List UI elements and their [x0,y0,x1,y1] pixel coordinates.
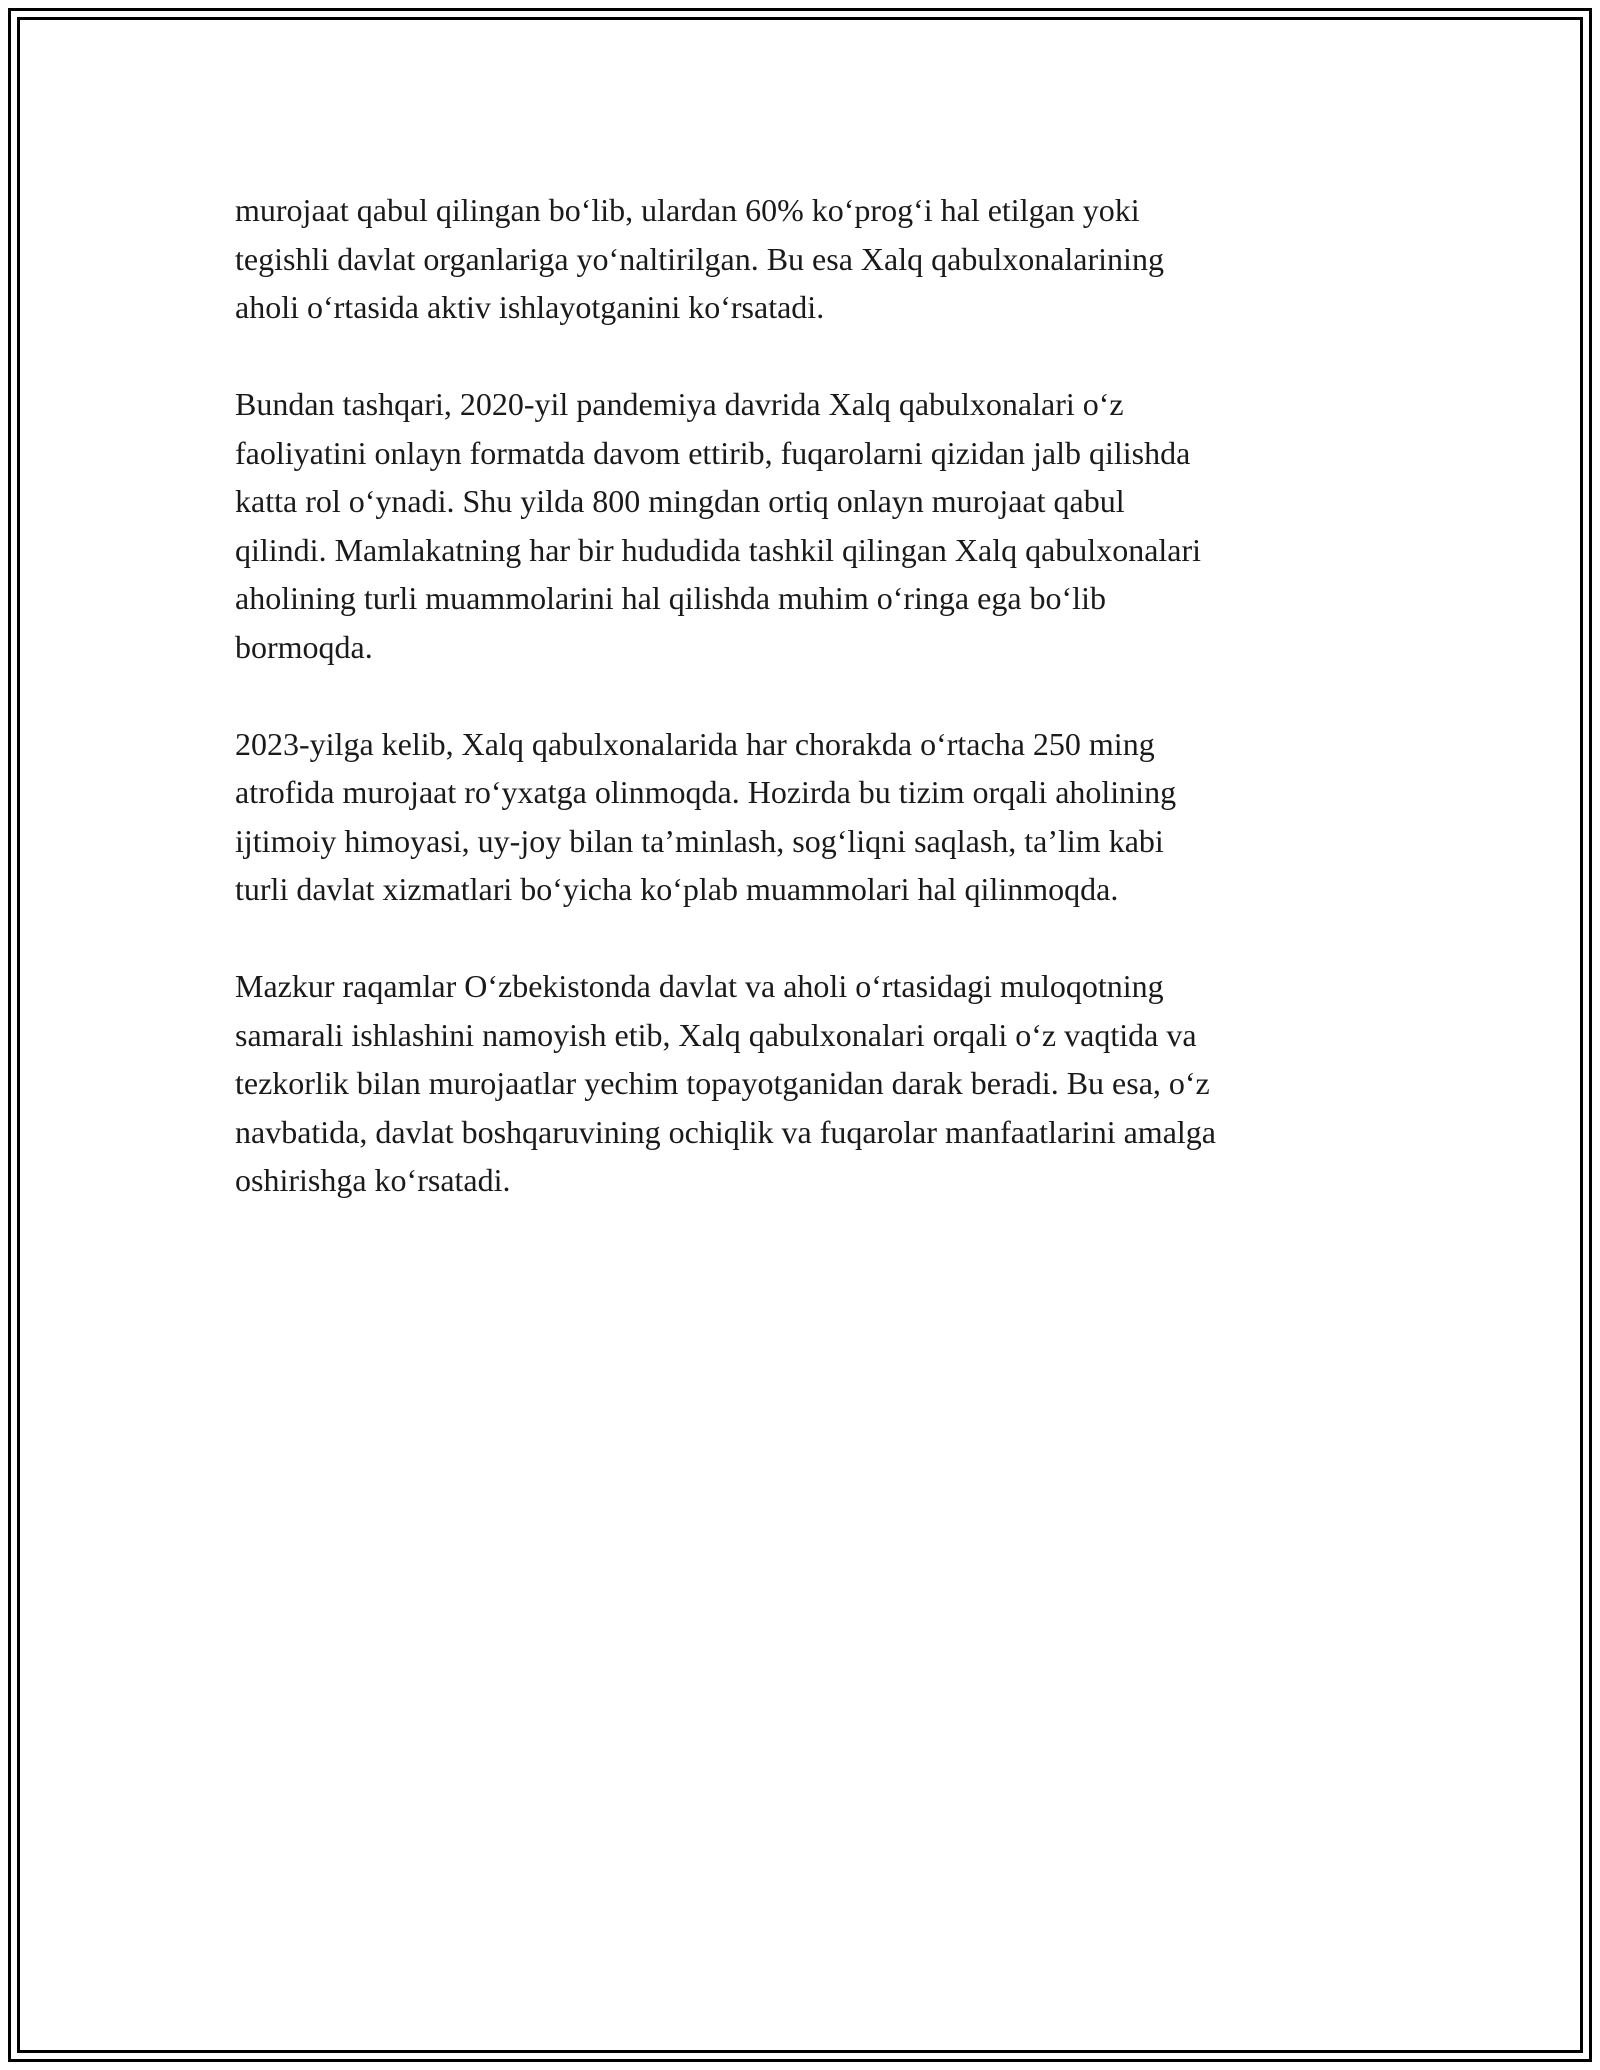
paragraph-2 [235,380,1375,671]
text-line: aholining turli muammolarini hal qilishda muhim o‘ringa ega bo‘lib [235,580,1106,616]
document-body [235,186,1375,1253]
text-line: atrofida murojaat ro‘yxatga olinmoqda. Hozirda bu tizim orqali aholining [235,774,1177,810]
text-line: Bundan tashqari, 2020-yil pandemiya davrida Xalq qabulxonalari o‘z [235,386,1124,422]
text-line: oshirishga ko‘rsatadi. [235,1162,511,1198]
text-line: faoliyatini onlayn formatda davom ettirib, fuqarolarni qizidan jalb qilishda [235,434,1191,471]
text-line: murojaat qabul qilingan bo‘lib, ulardan 60% ko‘prog‘i hal etilgan yoki [235,192,1140,228]
text-line: bormoqda. [235,628,373,665]
text-line: aholi o‘rtasida aktiv ishlayotganini ko‘rsatadi. [235,289,825,325]
paragraph-1 [235,186,1375,332]
text-line: qilindi. Mamlakatning har bir hududida tashkil qilingan Xalq qabulxonalari [235,531,1202,568]
paragraph-3 [235,720,1375,914]
text-line: tezkorlik bilan murojaatlar yechim topayotganidan darak beradi. Bu esa, o‘z [235,1065,1210,1101]
text-line: katta rol o‘ynadi. Shu yilda 800 mingdan ortiq onlayn murojaat qabul [235,483,1125,519]
text-line: turli davlat xizmatlari bo‘yicha ko‘plab muammolari hal qilinmoqda. [235,871,1119,907]
text-line: Mazkur raqamlar O‘zbekistonda davlat va aholi o‘rtasidagi muloqotning [235,968,1164,1004]
text-line: tegishli davlat organlariga yo‘naltirilgan. Bu esa Xalq qabulxonalarining [235,240,1164,277]
text-line: samarali ishlashini namoyish etib, Xalq qabulxonalari orqali o‘z vaqtida va [235,1016,1197,1053]
paragraph-4 [235,962,1375,1205]
text-line: 2023-yilga kelib, Xalq qabulxonalarida har chorakda o‘rtacha 250 ming [235,725,1155,762]
text-line: ijtimoiy himoyasi, uy-joy bilan ta’minlash, sog‘liqni saqlash, ta’lim kabi [235,822,1164,859]
text-line: navbatida, davlat boshqaruvining ochiqlik va fuqarolar manfaatlarini amalga [235,1113,1216,1150]
